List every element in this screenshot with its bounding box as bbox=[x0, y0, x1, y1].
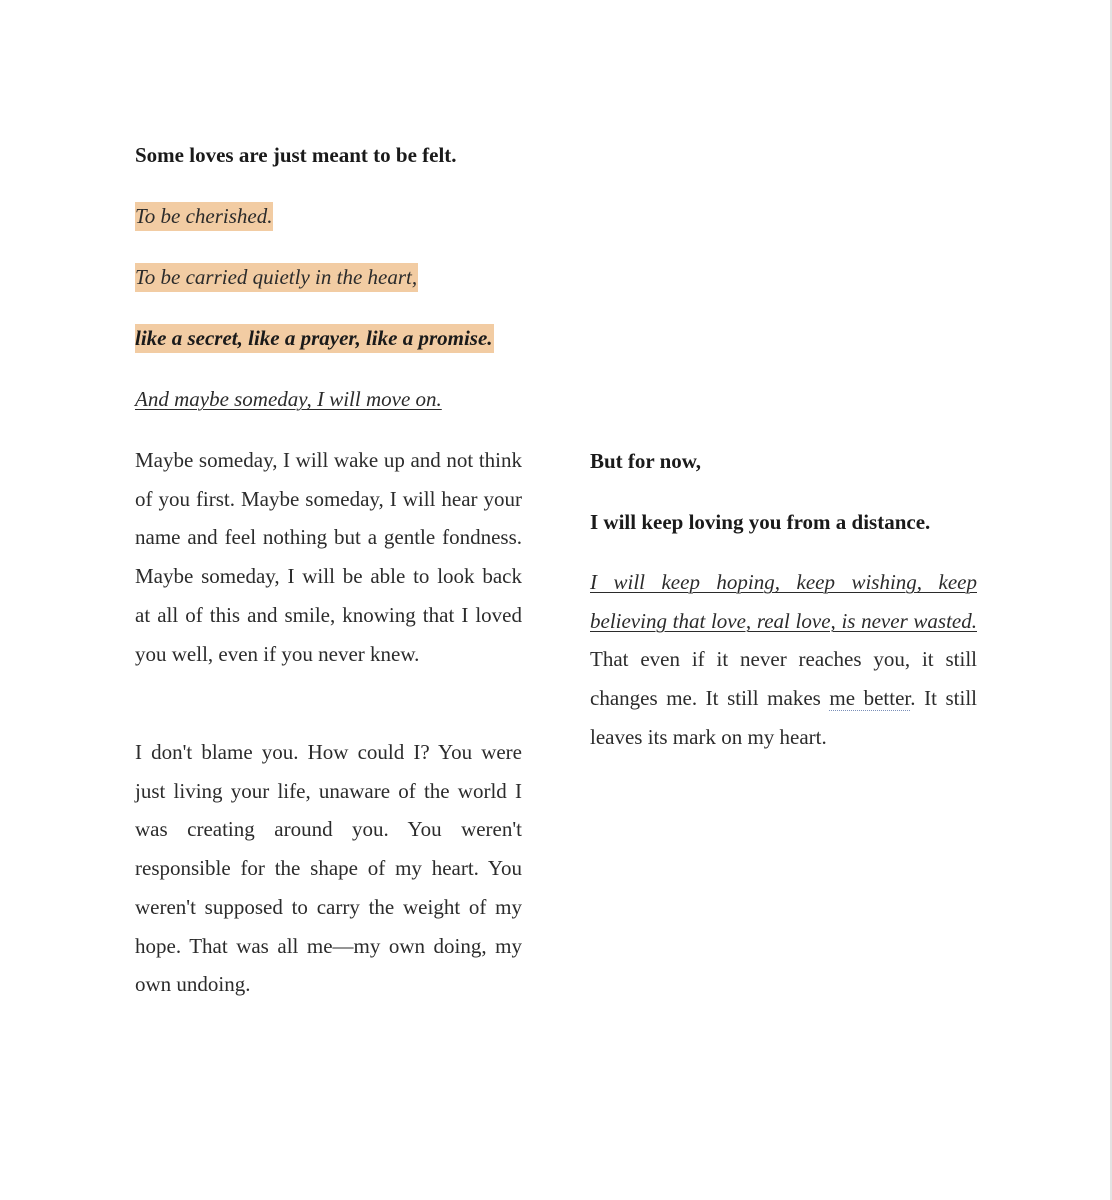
paragraph-text: That even if it never reaches you, it still changes me. It still makes bbox=[590, 647, 977, 711]
spellcheck-underline[interactable]: me better bbox=[829, 686, 911, 711]
body-paragraph-2: I don't blame you. How could I? You were just living your life, unaware of the world I was creating around you. You weren't responsible for the shape of my heart. You weren't supposed to carry the weight of my hope. That was all me—my own doing, my own undoing. bbox=[135, 740, 522, 997]
underlined-line bbox=[135, 384, 442, 414]
right-heading-line: But for now, bbox=[590, 449, 702, 473]
right-heading-line: I will keep loving you from a distance. bbox=[590, 510, 931, 534]
highlighted-line bbox=[135, 201, 273, 231]
underlined-text: I will keep hoping, keep wishing, keep believing that love, real love, is never wasted. bbox=[590, 570, 977, 633]
highlight-span: like a secret, like a prayer, like a promise. bbox=[135, 324, 494, 353]
heading-line: Some loves are just meant to be felt. bbox=[135, 143, 457, 167]
paragraph-text: . It still leaves its mark on my heart. bbox=[590, 686, 977, 749]
highlight-span: To be cherished. bbox=[135, 202, 273, 231]
highlight-span: To be carried quietly in the heart, bbox=[135, 263, 418, 292]
body-paragraph-1: Maybe someday, I will wake up and not think of you first. Maybe someday, I will hear your name and feel nothing but a gentle fondness. Maybe someday, I will be able to look back at all of this and smile, knowing that I loved you well, even if you never knew. bbox=[135, 448, 522, 666]
highlighted-line bbox=[135, 262, 418, 292]
highlighted-bold-line bbox=[135, 323, 494, 353]
underlined-text: And maybe someday, I will move on. bbox=[135, 387, 442, 411]
body-paragraph-3 bbox=[590, 563, 977, 757]
